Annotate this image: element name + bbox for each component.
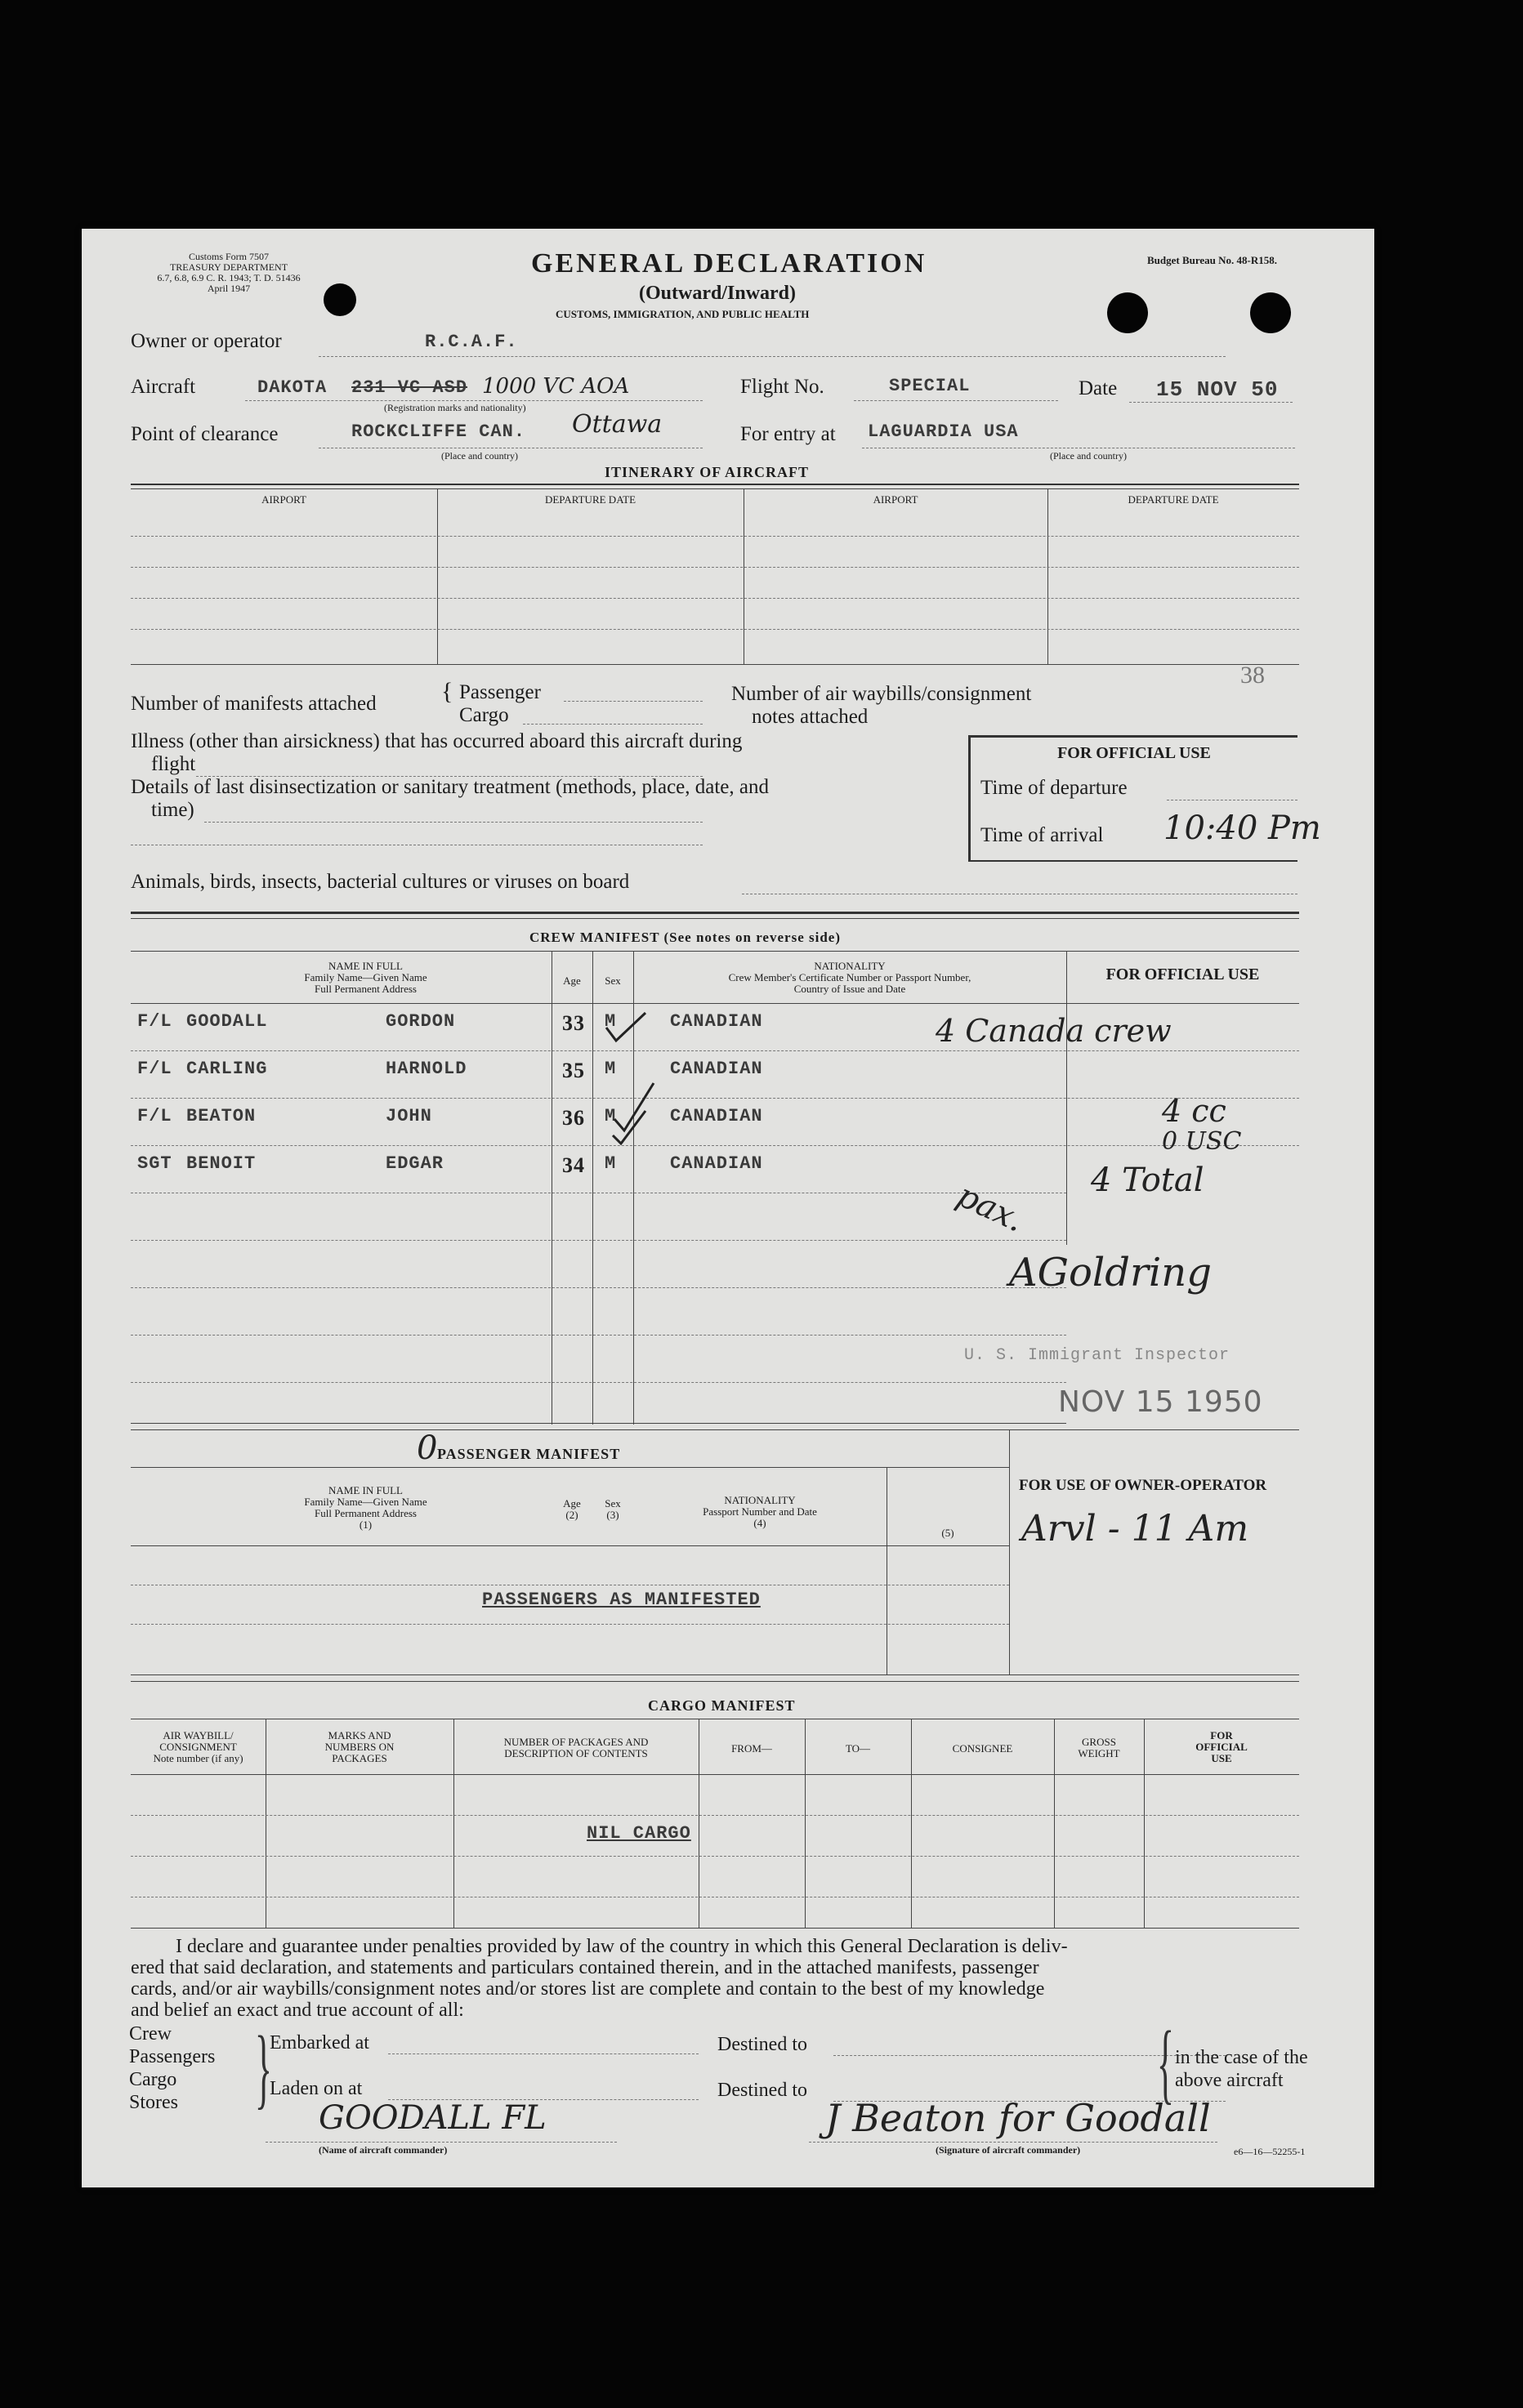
crew-age: 33 [562, 1011, 585, 1035]
crew-header-age: Age [563, 974, 581, 987]
itinerary-header-airport-2: AIRPORT [873, 493, 918, 506]
entry-note: (Place and country) [1050, 450, 1127, 462]
crew-rank: F/L [137, 1011, 172, 1032]
official-use-box [968, 735, 1321, 862]
crew-age: 35 [562, 1059, 585, 1082]
illness-label-line2: flight [151, 753, 196, 775]
form-title: GENERAL DECLARATION [531, 248, 927, 279]
form-subtitle: (Outward/Inward) [639, 283, 797, 304]
crew-sex: M [605, 1153, 617, 1174]
crew-sex: M [605, 1011, 617, 1032]
passenger-header-sex: Sex (3) [605, 1497, 621, 1521]
destined-label-2: Destined to [717, 2080, 807, 2101]
passenger-header-age: Age (2) [563, 1497, 581, 1521]
cargo-header-to: TO— [845, 1742, 871, 1755]
passenger-entry: PASSENGERS AS MANIFESTED [482, 1590, 761, 1610]
crew-given-name: HARNOLD [386, 1059, 467, 1079]
crew-manifest-title: CREW MANIFEST (See notes on reverse side) [529, 930, 841, 945]
passenger-count-hand: 0 [417, 1429, 438, 1467]
crew-given-name: GORDON [386, 1011, 456, 1032]
crew-age: 36 [562, 1106, 585, 1130]
entry-value: LAGUARDIA USA [868, 421, 1019, 442]
flight-label: Flight No. [740, 376, 824, 398]
crew-given-name: EDGAR [386, 1153, 444, 1174]
destined-label-1: Destined to [717, 2034, 807, 2055]
crew-nationality: CANADIAN [670, 1153, 763, 1174]
waybills-value: 38 [1240, 662, 1265, 689]
crew-header-official: FOR OFFICIAL USE [1105, 965, 1260, 983]
laden-label: Laden on at [270, 2078, 363, 2099]
crew-header-name: NAME IN FULL Family Name—Given Name Full Permanent Address [304, 960, 427, 995]
aircraft-note: (Registration marks and nationality) [384, 402, 526, 413]
arrival-time-value: 10:40 Pm [1163, 809, 1321, 847]
manifest-cargo-label: Cargo [459, 704, 509, 726]
crew-family-name: GOODALL [186, 1011, 268, 1032]
clearance-note: (Place and country) [441, 450, 518, 462]
disinsect-label-line1: Details of last disinsectization or sanitary treatment (methods, place, date, and [131, 776, 769, 798]
crew-count-cc: 4 cc [1162, 1093, 1226, 1129]
waybills-label-line1: Number of air waybills/consignment [731, 683, 1032, 705]
print-code: e6—16—52255-1 [1234, 2146, 1306, 2157]
crew-rank: F/L [137, 1059, 172, 1079]
inspector-stamp-title: U. S. Immigrant Inspector [964, 1346, 1230, 1365]
arrival-time-label: Time of arrival [980, 824, 1104, 846]
crew-rank: SGT [137, 1153, 172, 1174]
punch-hole [1250, 292, 1291, 333]
cargo-header-from: FROM— [731, 1742, 772, 1755]
manifest-passenger-label: Passenger [459, 681, 541, 703]
declaration-items: Crew Passengers Cargo Stores [129, 2023, 216, 2113]
itinerary-header-departure-2: DEPARTURE DATE [1128, 493, 1219, 506]
declaration-text: I declare and guarantee under penalties provided by law of the country in which this General Declaration is deliv- ered that said declaration, and statements and particulars contained therein, and in the attached manifests, passenger cards, and/or air waybills/consignment notes and/or stores list are complete and contain to the best of my knowledge and belief an exact and true account of all: [131, 1936, 1068, 2021]
cargo-header-consignee: CONSIGNEE [952, 1742, 1013, 1755]
total-note: 4 Total [1091, 1162, 1204, 1199]
crew-rank: F/L [137, 1106, 172, 1126]
passenger-header-nationality: NATIONALITY Passport Number and Date (4) [703, 1494, 817, 1529]
crew-sex: M [605, 1106, 617, 1126]
clearance-hand: Ottawa [572, 410, 663, 439]
cargo-header-description: NUMBER OF PACKAGES AND DESCRIPTION OF CONTENTS [503, 1736, 649, 1759]
crew-nationality: CANADIAN [670, 1059, 763, 1079]
passenger-header-name: NAME IN FULL Family Name—Given Name Full Permanent Address (1) [304, 1484, 427, 1531]
punch-hole [1107, 292, 1148, 333]
owner-operator-hand: Arvl - 11 Am [1021, 1508, 1249, 1550]
waybills-label-line2: notes attached [752, 706, 869, 728]
cargo-header-weight: GROSS WEIGHT [1078, 1736, 1120, 1759]
form-number-block: Customs Form 7507 TREASURY DEPARTMENT 6.7, 6.8, 6.9 C. R. 1943; T. D. 51436 April 1947 [157, 251, 301, 294]
crew-sex: M [605, 1059, 617, 1079]
crew-count-usc: 0 USC [1162, 1127, 1242, 1156]
case-line-1: in the case of the [1175, 2047, 1308, 2068]
manifests-label: Number of manifests attached [131, 693, 377, 715]
inspector-signature: AGoldring [1009, 1250, 1212, 1295]
entry-label: For entry at [740, 423, 836, 445]
date-label: Date [1079, 377, 1118, 399]
crew-header-nationality: NATIONALITY Crew Member's Certificate Number or Passport Number, Country of Issue and Date [728, 960, 971, 995]
commander-name-label: (Name of aircraft commander) [319, 2144, 448, 2156]
aircraft-label: Aircraft [131, 376, 196, 398]
pax-label: pax. [951, 1176, 1030, 1240]
commander-signature-label: (Signature of aircraft commander) [936, 2144, 1081, 2156]
crew-nationality: CANADIAN [670, 1106, 763, 1126]
inspector-stamp-date: NOV 15 1950 [1058, 1385, 1263, 1419]
crew-family-name: BEATON [186, 1106, 257, 1126]
check-marks [596, 1005, 670, 1193]
owner-label: Owner or operator [131, 330, 282, 352]
cargo-header-waybill: AIR WAYBILL/ CONSIGNMENT Note number (if any) [153, 1729, 243, 1764]
form-authority: CUSTOMS, IMMIGRATION, AND PUBLIC HEALTH [556, 308, 810, 320]
general-declaration-form: Customs Form 7507 TREASURY DEPARTMENT 6.7, 6.8, 6.9 C. R. 1943; T. D. 51436 April 1947 GENERAL DECLARATION (Outward/Inward) CUSTOMS, IMMIGRATION, AND PUBLIC HEALTH Budget Bureau No. 48-R158. Owner or operator R.C.A.F. Aircraft DAKOTA 231 VC ASD 1000 VC AOA (Registration marks and nationality) Flight No. SPECIAL Date 15 NOV 50 Point of clearance ROCKCLIFFE CAN. Ottawa (Place and country) For entry at LAGUARDIA USA (Place and country) ITINERARY OF AIRCRAFT AIRPORT DEPARTURE DATE AIRPORT DEPARTURE DATE Number of manifests attached { Passenger Cargo Number of air waybills/consignment notes attached 38 Illness (other than airsickness) that has occurred aboard this aircraft during flight Details of last disinsectization or sanitary treatment (methods, place, date, and time) Animals, birds, insects, bacterial cultures or viruses on board FOR OFFICIAL USE Time of departure Time of arrival 10:40 Pm CREW MANIFEST (See notes on reverse side) NAME IN FULL Family Name—Given Name Full Permanent Address Age Sex NATIONALITY Crew Member's Certificate Number or Passport Number, Country of Issue and Date FOR OFFICIAL USE F/L GOODALL GORDON 33 M CANADIAN F/L CARLING HARNOLD 35 M CANADIAN F/L BEATON JOHN 36 M CANADIAN SGT BENOIT EDGAR 34 M CANADIAN 4 Canada crew 4 cc 0 USC pax. 4 Total AGoldring U. S. Immigrant Inspector NOV 15 1950 0 PASSENGER MANIFEST NAME IN FULL Family Name—Given Name Full Permanent Address (1) Age (2) Sex (3) NATIONALITY Passport Number and Date (4) (5) PASSENGERS AS MANIFESTED FOR USE OF OWNER-OPERATOR Arvl - 11 Am CARGO MANIFEST AIR WAYBILL/ CONSIGNMENT Note number (if any) MARKS AND NUMBERS ON PACKAGES NUMBER OF PACKAGES AND DESCRIPTION OF CONTENTS FROM— TO— CONSIGNEE GROSS WEIGHT FOR OFFICIAL USE NIL CARGO I declare and guarantee under penalties provided by law of the country in which this General Declaration is deliv- ered that said declaration, and statements and particulars contained therein, and in the attached manifests, passenger cards, and/or air waybills/consignment notes and/or stores list are complete and contain to the best of my knowledge and belief an exact and true account of all: Crew Passengers Cargo Stores } Embarked at Laden on at Destined to Destined to { in the case of the above aircraft GOODALL FL (Name of aircraft commander) J Beaton for Goodall (Signature of aircraft commander) e6—16—52255-1 [82, 229, 1374, 2187]
flight-value: SPECIAL [889, 376, 971, 396]
budget-bureau-number: Budget Bureau No. 48-R158. [1147, 254, 1278, 266]
owner-operator-use-label: FOR USE OF OWNER-OPERATOR [1019, 1477, 1267, 1494]
itinerary-header-departure-1: DEPARTURE DATE [544, 493, 636, 506]
cargo-entry: NIL CARGO [587, 1823, 691, 1844]
aircraft-value: DAKOTA [257, 377, 328, 398]
passenger-manifest-title: PASSENGER MANIFEST [437, 1446, 621, 1462]
case-line-2: above aircraft [1175, 2070, 1284, 2091]
commander-name-hand: GOODALL FL [319, 2099, 547, 2137]
aircraft-struck-registration: 231 VC ASD [351, 377, 468, 398]
crew-family-name: BENOIT [186, 1153, 257, 1174]
passenger-header-5: (5) [941, 1527, 954, 1539]
departure-time-label: Time of departure [980, 777, 1128, 799]
crew-hand-note: 4 Canada crew [936, 1013, 1172, 1049]
commander-signature-hand: J Beaton for Goodall [825, 2096, 1211, 2140]
aircraft-hand-registration: 1000 VC AOA [482, 374, 630, 399]
crew-age: 34 [562, 1153, 585, 1177]
itinerary-title: ITINERARY OF AIRCRAFT [605, 464, 810, 480]
cargo-header-official: FOR OFFICIAL USE [1195, 1729, 1248, 1764]
animals-label: Animals, birds, insects, bacterial cultures or viruses on board [131, 871, 630, 893]
crew-given-name: JOHN [386, 1106, 432, 1126]
itinerary-header-airport-1: AIRPORT [261, 493, 306, 506]
cargo-header-marks: MARKS AND NUMBERS ON PACKAGES [324, 1729, 395, 1764]
owner-value: R.C.A.F. [425, 332, 518, 352]
crew-nationality: CANADIAN [670, 1011, 763, 1032]
official-box-title: FOR OFFICIAL USE [1057, 744, 1211, 762]
embarked-label: Embarked at [270, 2032, 369, 2053]
clearance-value: ROCKCLIFFE CAN. [351, 421, 526, 442]
date-value: 15 NOV 50 [1156, 377, 1279, 402]
clearance-label: Point of clearance [131, 423, 279, 445]
illness-label-line1: Illness (other than airsickness) that has occurred aboard this aircraft during [131, 730, 743, 752]
crew-header-sex: Sex [605, 974, 621, 987]
crew-family-name: CARLING [186, 1059, 268, 1079]
punch-hole [324, 283, 356, 316]
cargo-manifest-title: CARGO MANIFEST [648, 1697, 796, 1714]
disinsect-label-line2: time) [151, 799, 194, 821]
